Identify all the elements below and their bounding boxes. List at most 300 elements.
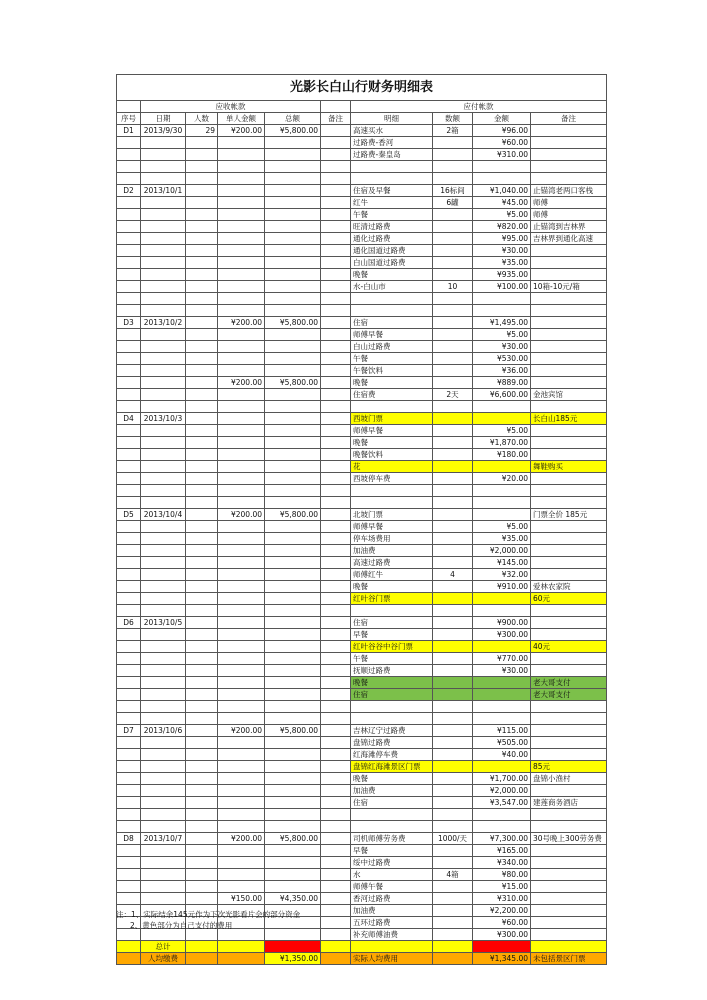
col-date-cell [141,329,186,341]
col-unit-amount-cell [218,521,265,533]
col-remark-in-cell [321,869,351,881]
cell [321,293,351,305]
col-amount-cell: ¥115.00 [473,725,531,737]
col-qty-cell [433,917,473,929]
col-amount-cell: ¥35.00 [473,533,531,545]
col-qty-cell [433,209,473,221]
col-people-cell [186,389,218,401]
sheet-title: 光影长白山行财务明细表 [117,75,607,101]
col-people-cell [186,437,218,449]
col-remark-out-cell [531,521,607,533]
col-detail-cell: 绥中过路费 [351,857,433,869]
col-people-cell [186,269,218,281]
col-date-cell [141,545,186,557]
col-people-cell [186,725,218,737]
col-remark-in-cell [321,461,351,473]
cell [433,305,473,317]
col-unit-amount-cell [218,569,265,581]
col-unit-amount-cell [218,617,265,629]
col-date-cell [141,869,186,881]
col-unit-amount-cell [218,413,265,425]
cell [531,713,607,725]
col-detail-cell: 西坡停车费 [351,473,433,485]
col-remark-out-cell: 10箱-10元/箱 [531,281,607,293]
col-date-cell [141,689,186,701]
col-remark-out-cell [531,449,607,461]
col-qty-cell [433,377,473,389]
col-remark-out-cell [531,653,607,665]
col-remark-out-cell: 未包括景区门票 [531,953,607,965]
table-row [117,797,607,809]
col-detail-cell: 过路费-香河 [351,137,433,149]
col-seq-cell: D4 [117,413,141,425]
col-detail-cell: 吉林辽宁过路费 [351,725,433,737]
col-people-cell [186,761,218,773]
cell [351,401,433,413]
cell [321,497,351,509]
table-row [117,509,607,521]
cell [473,161,531,173]
col-date-cell: 人均缴费 [141,953,186,965]
table-row [117,221,607,233]
col-amount-cell: ¥300.00 [473,929,531,941]
col-detail-cell [351,941,433,953]
col-seq-cell [117,797,141,809]
col-total-cell [265,557,321,569]
cell [141,161,186,173]
col-amount-cell: ¥3,547.00 [473,797,531,809]
col-people-cell [186,461,218,473]
blank-row [117,485,607,497]
col-remark-out-cell [531,917,607,929]
table-row [117,749,607,761]
col-people-cell [186,569,218,581]
col-total-cell [265,869,321,881]
col-people-cell [186,581,218,593]
blank-row [117,161,607,173]
col-remark-in-cell [321,761,351,773]
col-qty-cell [433,557,473,569]
col-seq-cell [117,353,141,365]
col-amount-cell: ¥1,345.00 [473,953,531,965]
col-date-cell [141,569,186,581]
col-qty-cell [433,245,473,257]
col-date-cell: 2013/10/1 [141,185,186,197]
payable-header: 应付帐款 [351,101,607,113]
col-seq-cell [117,665,141,677]
cell [186,293,218,305]
col-total-cell [265,593,321,605]
table-row [117,569,607,581]
col-qty-cell: 10 [433,281,473,293]
cell [321,605,351,617]
col-detail-cell: 早餐 [351,629,433,641]
col-qty-cell [433,413,473,425]
col-date-cell [141,677,186,689]
col-seq-cell [117,629,141,641]
col-detail-cell: 通化过路费 [351,233,433,245]
col-remark-in-cell [321,509,351,521]
col-people-cell [186,653,218,665]
cell [351,821,433,833]
col-amount-cell: ¥6,600.00 [473,389,531,401]
col-remark-out-header: 备注 [531,113,607,125]
col-unit-amount-cell [218,941,265,953]
col-qty-cell: 6罐 [433,197,473,209]
col-date-cell [141,233,186,245]
col-people-cell [186,869,218,881]
col-qty-cell [433,329,473,341]
col-amount-cell: ¥5.00 [473,209,531,221]
cell [186,401,218,413]
cell [473,401,531,413]
col-qty-cell [433,593,473,605]
col-detail-cell: 加油费 [351,785,433,797]
col-remark-out-cell [531,257,607,269]
col-remark-out-cell: 老大哥支付 [531,677,607,689]
col-remark-in-cell [321,449,351,461]
col-remark-out-cell [531,329,607,341]
col-remark-in-cell [321,353,351,365]
col-seq-cell [117,197,141,209]
cell [117,821,141,833]
col-date-cell: 2013/10/2 [141,317,186,329]
col-detail-cell: 水-白山市 [351,281,433,293]
cell [321,161,351,173]
col-people-cell [186,593,218,605]
col-amount-cell: ¥2,000.00 [473,785,531,797]
cell [433,605,473,617]
col-unit-amount-cell [218,857,265,869]
blank-row [117,605,607,617]
col-detail-header: 明细 [351,113,433,125]
col-amount-cell: ¥165.00 [473,845,531,857]
cell [141,713,186,725]
col-remark-out-cell [531,617,607,629]
col-remark-in-cell [321,317,351,329]
col-remark-out-cell [531,545,607,557]
cell [141,401,186,413]
cell [265,713,321,725]
table-row [117,209,607,221]
table-row [117,677,607,689]
col-seq-cell [117,557,141,569]
table-row [117,869,607,881]
col-seq-cell [117,593,141,605]
col-amount-cell: ¥30.00 [473,245,531,257]
cell [473,497,531,509]
table-row [117,245,607,257]
col-remark-in-cell [321,617,351,629]
table-row [117,689,607,701]
col-date-cell [141,533,186,545]
col-detail-cell: 白山过路费 [351,341,433,353]
col-total-cell [265,545,321,557]
table-row [117,881,607,893]
col-qty-cell [433,665,473,677]
col-remark-out-cell [531,137,607,149]
col-total-cell: ¥4,350.00 [265,893,321,905]
col-unit-amount-cell [218,461,265,473]
table-row [117,521,607,533]
col-detail-cell: 司机师傅劳务费 [351,833,433,845]
table-row [117,629,607,641]
col-date-cell: 总计 [141,941,186,953]
col-unit-amount-cell [218,341,265,353]
col-amount-cell: ¥80.00 [473,869,531,881]
col-unit-amount-cell: ¥200.00 [218,509,265,521]
col-amount-cell [473,677,531,689]
cell [433,173,473,185]
col-qty-cell [433,953,473,965]
col-detail-cell: 盘锦红海滩景区门票 [351,761,433,773]
cell [265,173,321,185]
col-amount-cell: ¥95.00 [473,233,531,245]
col-amount-cell: ¥310.00 [473,893,531,905]
col-detail-cell: 师傅早餐 [351,425,433,437]
col-people-cell [186,881,218,893]
table-row [117,197,607,209]
cell [218,161,265,173]
col-total-cell [265,281,321,293]
cell [265,701,321,713]
col-unit-amount-cell [218,785,265,797]
cell [321,173,351,185]
col-total-cell: ¥5,800.00 [265,125,321,137]
col-remark-out-cell: 建莲商务酒店 [531,797,607,809]
cell [186,485,218,497]
col-unit-amount-cell [218,281,265,293]
col-qty-cell [433,845,473,857]
blank-row [117,305,607,317]
cell [531,485,607,497]
col-date-cell [141,221,186,233]
col-remark-in-header: 备注 [321,113,351,125]
col-remark-in-cell [321,413,351,425]
col-qty-cell [433,269,473,281]
col-total-cell [265,641,321,653]
col-remark-in-cell [321,197,351,209]
col-remark-in-cell [321,725,351,737]
col-detail-cell: 师傅早餐 [351,521,433,533]
table-row [117,329,607,341]
col-date-cell [141,449,186,461]
col-amount-cell: ¥2,200.00 [473,905,531,917]
footnote: 注：1、实际结余145元作为下次光影看片会的部分资金 [116,910,301,919]
col-seq-cell: D8 [117,833,141,845]
col-remark-out-cell [531,725,607,737]
col-seq-cell [117,881,141,893]
col-total-cell [265,149,321,161]
cell [473,701,531,713]
col-remark-out-cell: 长白山185元 [531,413,607,425]
col-date-cell [141,521,186,533]
col-remark-in-cell [321,785,351,797]
col-remark-out-cell [531,425,607,437]
col-seq-cell [117,377,141,389]
table-row [117,845,607,857]
col-date-cell [141,353,186,365]
table-row [117,185,607,197]
col-qty-cell: 4箱 [433,869,473,881]
col-seq-cell [117,425,141,437]
table-row [117,473,607,485]
col-total-cell [265,629,321,641]
table-row [117,761,607,773]
col-seq-cell [117,869,141,881]
col-total-cell [265,425,321,437]
col-seq-cell [117,641,141,653]
col-seq-cell [117,941,141,953]
col-amount-cell: ¥770.00 [473,653,531,665]
cell [117,485,141,497]
col-unit-amount-cell [218,761,265,773]
col-unit-amount-cell [218,677,265,689]
col-remark-in-cell [321,269,351,281]
col-seq-cell [117,233,141,245]
col-total-cell: ¥5,800.00 [265,509,321,521]
cell [433,293,473,305]
col-detail-cell: 午餐 [351,209,433,221]
table-row [117,437,607,449]
col-people-cell [186,629,218,641]
col-remark-in-cell [321,209,351,221]
col-total-cell [265,665,321,677]
cell [218,701,265,713]
col-remark-out-cell: 盘锦小渔村 [531,773,607,785]
col-detail-cell: 住宿 [351,689,433,701]
cell [433,701,473,713]
col-seq-cell: D1 [117,125,141,137]
table-row [117,233,607,245]
col-remark-in-cell [321,593,351,605]
cell [265,305,321,317]
col-remark-in-cell [321,581,351,593]
col-total-cell [265,245,321,257]
col-people-cell [186,509,218,521]
col-remark-in-cell [321,665,351,677]
col-seq-cell [117,365,141,377]
finance-table [116,74,607,965]
col-remark-out-cell [531,893,607,905]
cell [531,497,607,509]
col-amount-cell: ¥45.00 [473,197,531,209]
column-header-row [117,113,607,125]
col-remark-out-cell [531,125,607,137]
col-unit-amount-cell [218,221,265,233]
col-seq-cell [117,749,141,761]
col-detail-cell: 住宿费 [351,389,433,401]
col-detail-cell: 实际人均费用 [351,953,433,965]
cell [218,605,265,617]
col-detail-cell: 早餐 [351,845,433,857]
table-row [117,317,607,329]
col-amount-cell: ¥30.00 [473,341,531,353]
col-remark-in-cell [321,749,351,761]
table-row [117,257,607,269]
col-unit-amount-cell: ¥200.00 [218,725,265,737]
col-date-cell [141,857,186,869]
col-people-cell [186,149,218,161]
col-unit-amount-cell [218,953,265,965]
col-seq-cell [117,149,141,161]
col-total-cell: ¥5,800.00 [265,317,321,329]
col-remark-in-cell [321,941,351,953]
col-remark-out-cell [531,749,607,761]
col-remark-out-cell [531,365,607,377]
col-qty-cell [433,425,473,437]
cell [433,497,473,509]
col-remark-in-cell [321,929,351,941]
table-row [117,857,607,869]
col-qty-cell [433,677,473,689]
col-unit-amount-cell [218,197,265,209]
col-seq-cell [117,209,141,221]
cell [186,161,218,173]
col-remark-out-cell [531,881,607,893]
col-remark-in-cell [321,341,351,353]
col-total-cell [265,785,321,797]
col-total-cell [265,449,321,461]
cell [321,701,351,713]
table-row [117,581,607,593]
col-qty-cell [433,545,473,557]
col-qty-cell [433,797,473,809]
col-remark-in-cell [321,653,351,665]
col-remark-in-cell [321,377,351,389]
col-date-cell [141,209,186,221]
col-detail-cell: 加油费 [351,545,433,557]
col-people-cell [186,893,218,905]
cell [218,821,265,833]
col-remark-out-cell [531,629,607,641]
col-unit-amount-cell: ¥200.00 [218,833,265,845]
footnote: 2、黄色部分为自己支付的费用 [130,921,233,930]
col-detail-cell: 红叶谷谷中谷门票 [351,641,433,653]
col-detail-cell: 花 [351,461,433,473]
col-date-cell [141,365,186,377]
col-remark-in-cell [321,473,351,485]
blank-row [117,293,607,305]
col-qty-cell [433,473,473,485]
cell [265,485,321,497]
cell [531,293,607,305]
col-seq-cell [117,281,141,293]
col-date-cell [141,893,186,905]
col-qty-cell [433,689,473,701]
cell [117,605,141,617]
col-unit-amount-cell [218,557,265,569]
col-qty-cell [433,905,473,917]
col-people-cell [186,365,218,377]
col-seq-cell [117,221,141,233]
col-seq-cell [117,389,141,401]
col-unit-amount-cell [218,353,265,365]
col-people-cell [186,737,218,749]
col-remark-out-cell: 师傅 [531,197,607,209]
cell [186,701,218,713]
receivable-header: 应收帐款 [141,101,321,113]
col-amount-cell: ¥58,008.00 [473,941,531,953]
col-remark-out-cell: 吉林界到通化高速 [531,233,607,245]
col-remark-in-cell [321,845,351,857]
col-seq-cell: D7 [117,725,141,737]
col-remark-in-cell [321,137,351,149]
col-detail-cell: 旺清过路费 [351,221,433,233]
col-remark-in-cell [321,425,351,437]
col-remark-out-cell [531,737,607,749]
col-amount-cell: ¥300.00 [473,629,531,641]
